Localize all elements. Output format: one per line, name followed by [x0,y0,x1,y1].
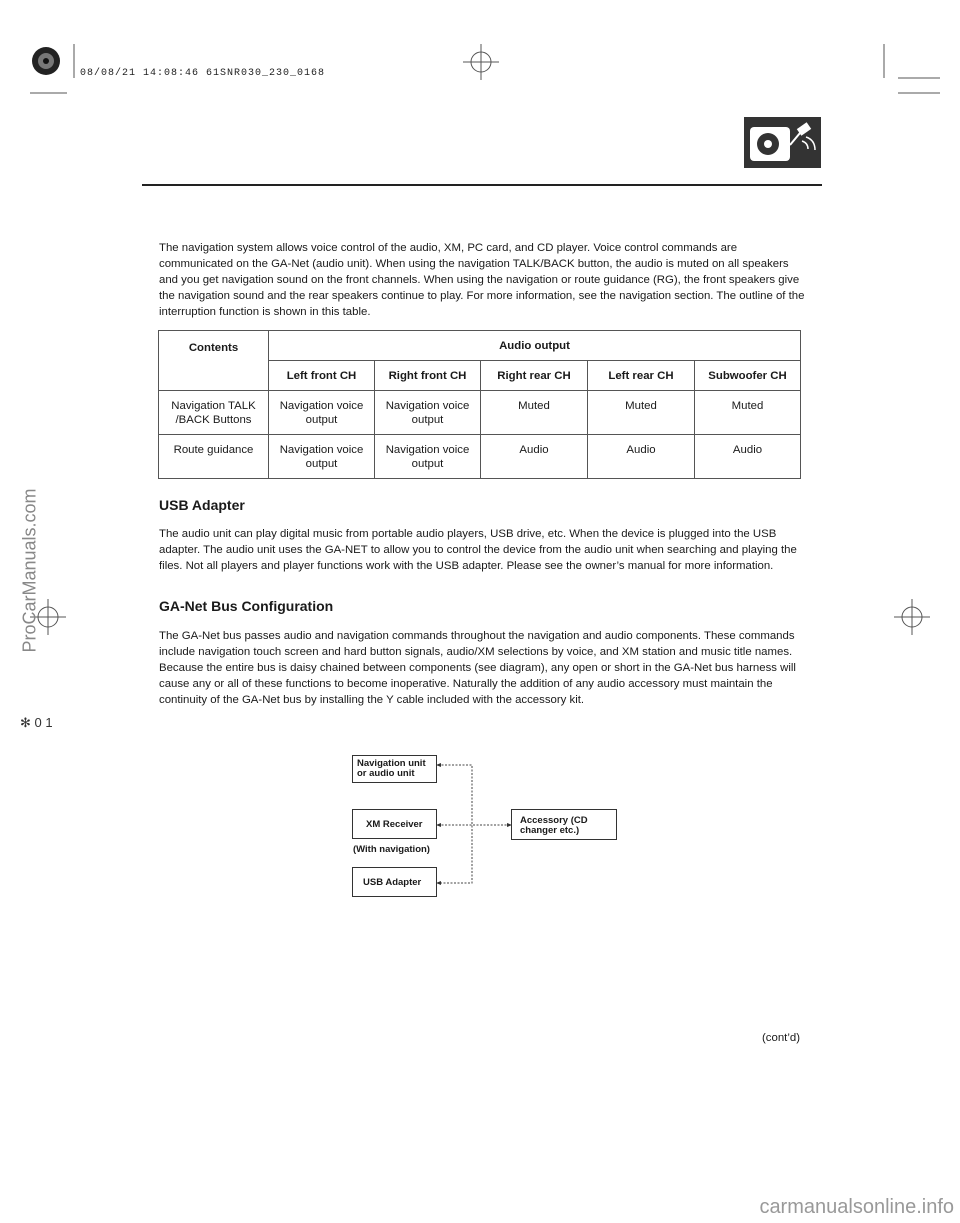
table-cell: Muted [588,391,695,435]
ganet-heading: GA-Net Bus Configuration [159,598,334,614]
sub-header: Right front CH [375,361,481,391]
accessory-box [511,809,617,840]
table-cell: Audio [695,435,801,479]
intro-paragraph: The navigation system allows voice control of the audio, XM, PC card, and CD player. Voice control commands are communicated on the GA-Net (audio unit). When using the navigation TALK/BACK button, the audio is muted on all speakers and you get navigation sound on the front channels. When using the navigation or route guidance (RG), the front speakers give the navigation sound and the rear speakers continue to play. For more information, see the navigation section. The outline of the interruption function is shown in this table. [159,242,805,318]
sub-header: Left rear CH [588,361,695,391]
table-cell: Navigation voice output [269,391,375,435]
audio-navigation-icon [744,117,821,168]
usb-paragraph: The audio unit can play digital music from portable audio players, USB drive, etc. When the device is plugged into the USB adapter. The audio unit uses the GA-NET to allow you to control the device from the audio unit when searching and playing the files. Not all players and player functions work with the USB adapter. Please see the owner’s manual for more information. [159,528,797,572]
navigation-unit-box [352,755,437,783]
row-contents: Navigation TALK /BACK Buttons [159,391,269,435]
col-header-audio-output: Audio output [269,331,801,361]
table-cell: Navigation voice output [269,435,375,479]
side-watermark: ProCarManuals.com [19,488,40,653]
navigation-unit-label: Navigation unit or audio unit [357,758,426,779]
table-cell: Navigation voice output [375,391,481,435]
ganet-paragraph: The GA-Net bus passes audio and navigation commands throughout the navigation and audio components. These commands include navigation touch screen and hard button signals, audio/XM selections by voice, and XM station and music title names. Because the entire bus is daisy chained between components (see diagram), any open or short in the GA-Net bus harness will cause any or all of these functions to become inoperative. Naturally the addition of any audio accessory must maintain the continuity of the GA-Net bus by installing the Y cable included with the accessory kit. [159,630,796,706]
usb-adapter-label: USB Adapter [363,877,422,888]
table-cell: Audio [588,435,695,479]
audio-output-table [158,330,801,479]
table-cell: Muted [695,391,801,435]
with-navigation-label: (With navigation) [353,844,430,855]
print-stamp: 08/08/21 14:08:46 61SNR030_230_0168 [80,68,326,79]
sub-header: Left front CH [269,361,375,391]
table-cell: Navigation voice output [375,435,481,479]
table-row [159,391,801,435]
header-rule [142,184,822,186]
bottom-watermark: carmanualsonline.info [759,1196,954,1218]
usb-heading: USB Adapter [159,497,245,513]
table-cell: Audio [481,435,588,479]
xm-receiver-label: XM Receiver [366,819,423,830]
xm-receiver-box [352,809,437,839]
usb-adapter-box [352,867,437,897]
col-header-contents: Contents [159,331,269,391]
margin-mark: ✻ 0 1 [20,715,53,730]
contd-label: (cont’d) [762,1032,800,1044]
sub-header: Subwoofer CH [695,361,801,391]
ganet-wiring [430,755,520,895]
row-contents: Route guidance [159,435,269,479]
sub-header: Right rear CH [481,361,588,391]
table-cell: Muted [481,391,588,435]
table-row [159,435,801,479]
accessory-label: Accessory (CD changer etc.) [520,815,588,836]
